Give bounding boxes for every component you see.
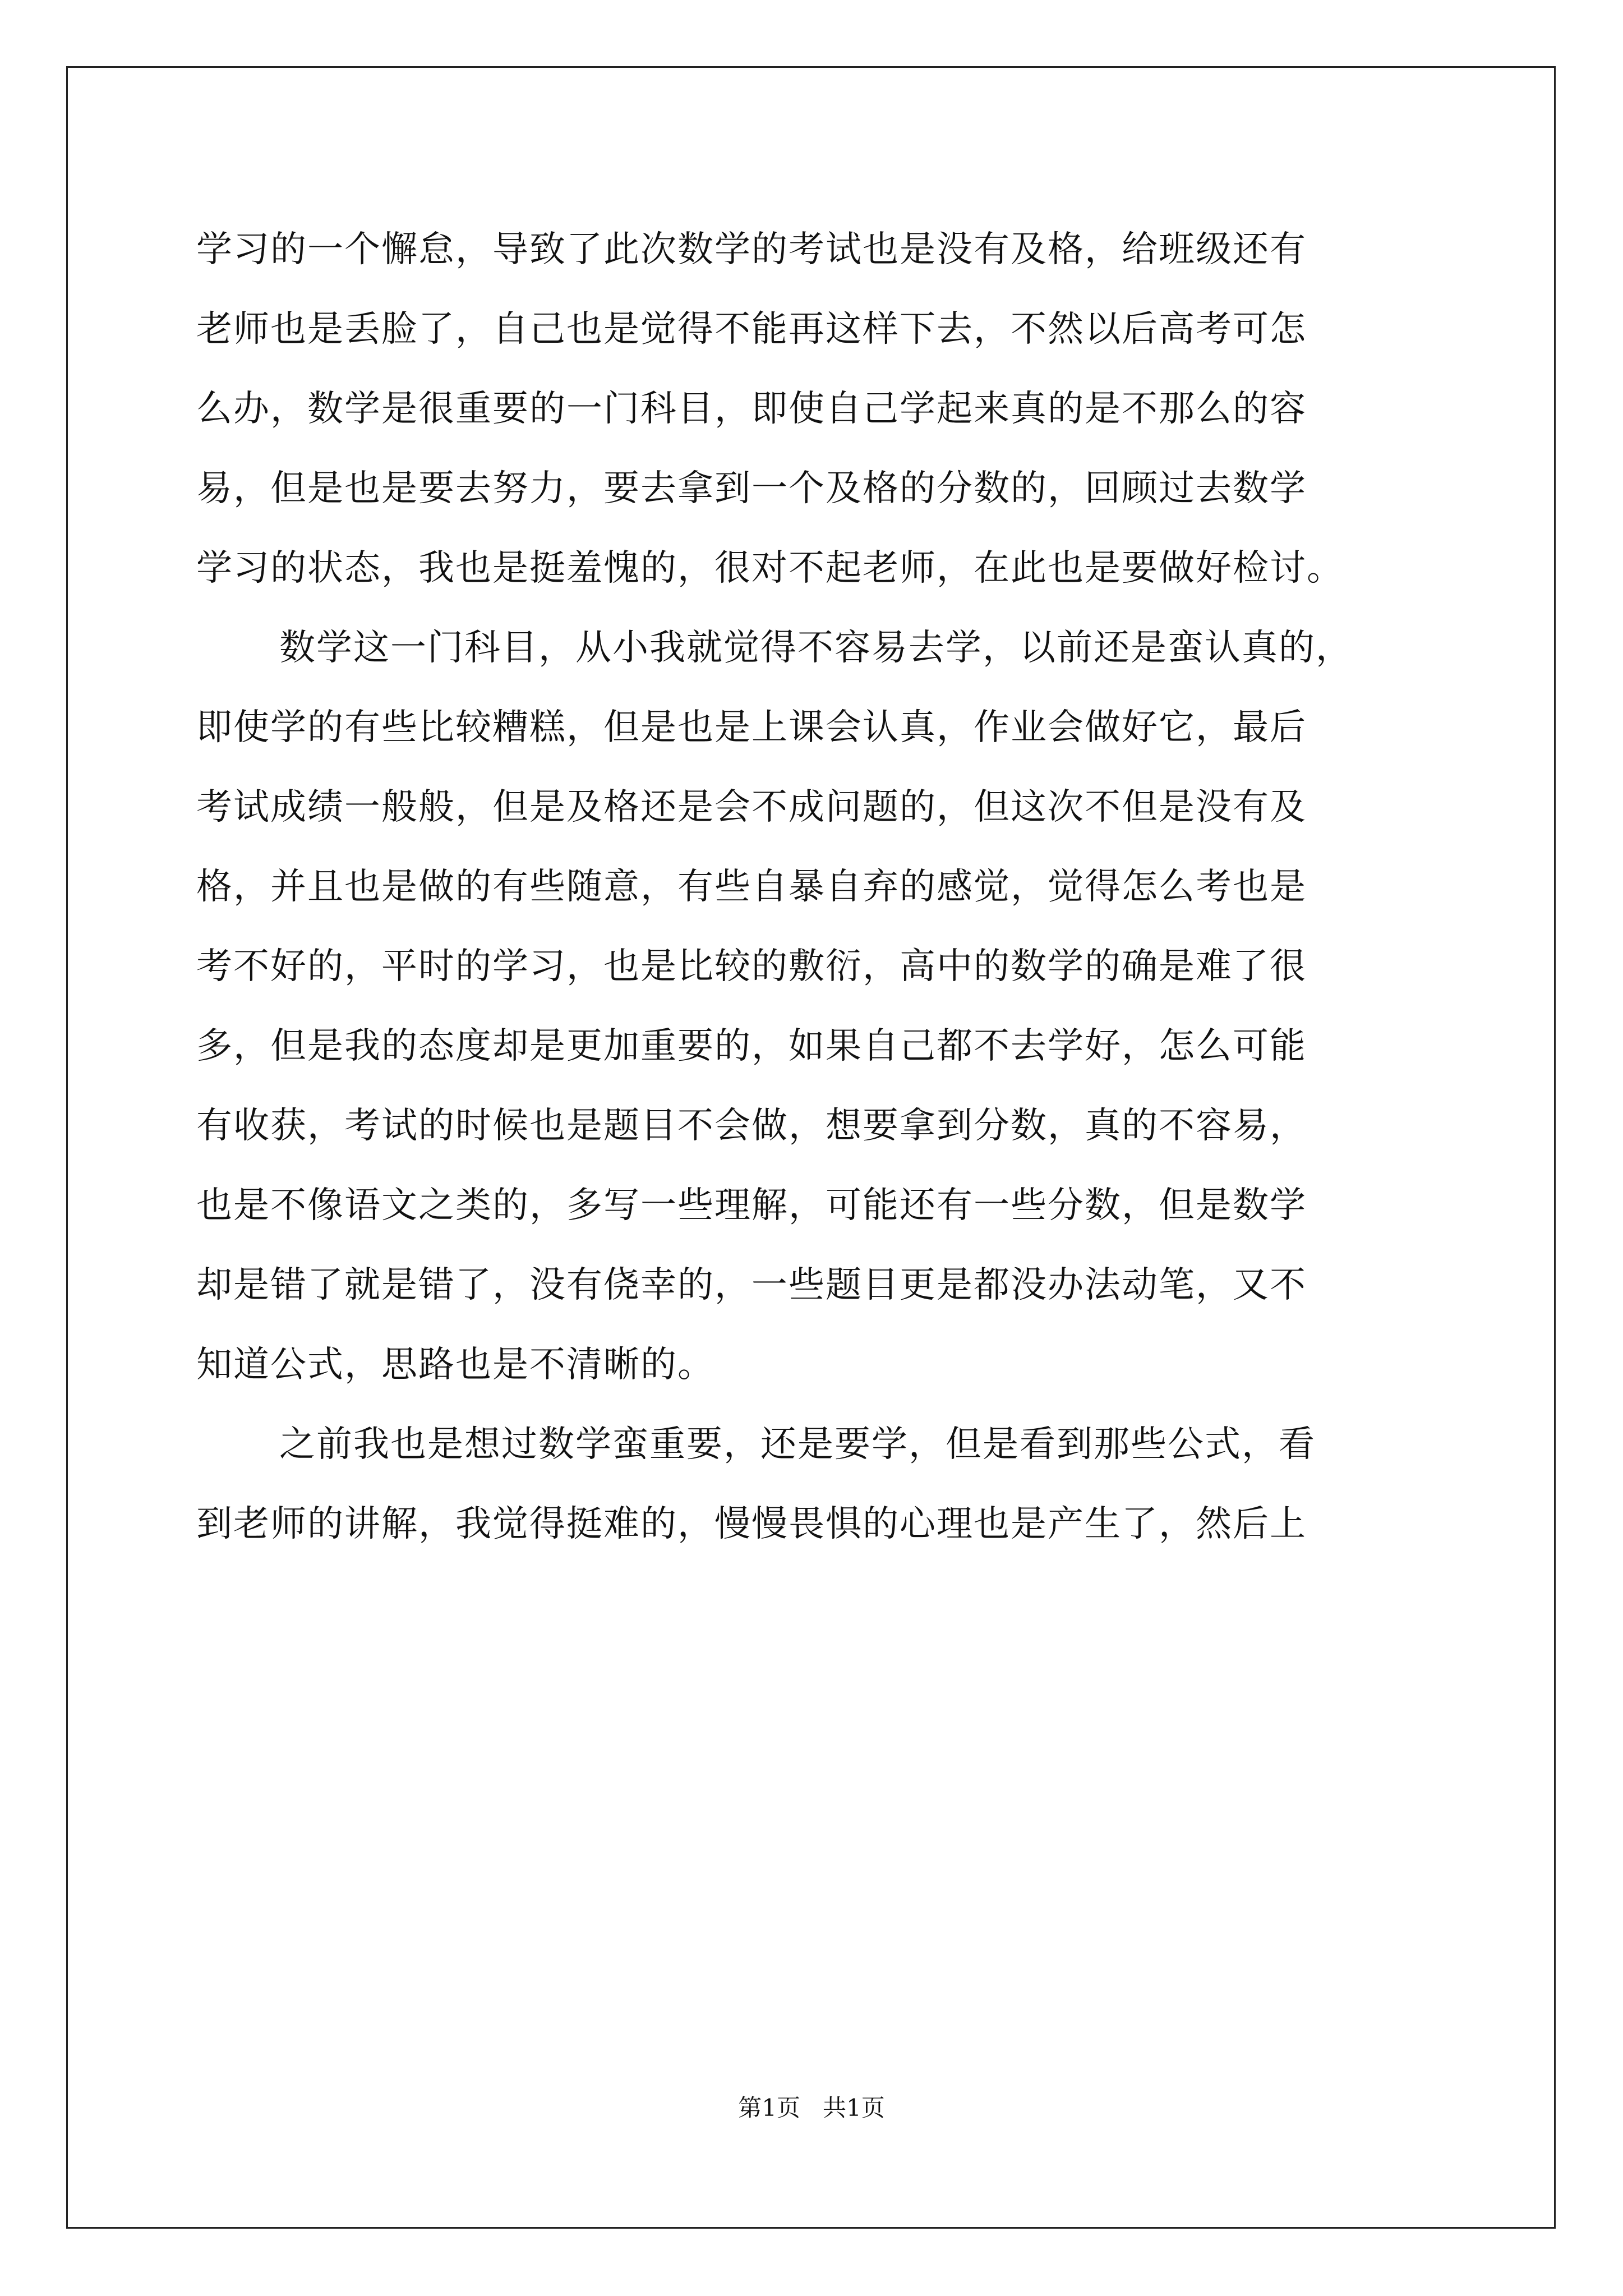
text-line: 格，并且也是做的有些随意，有些自暴自弃的感觉，觉得怎么考也是 (196, 866, 1307, 908)
text-line: 考试成绩一般般，但是及格还是会不成问题的，但这次不但是没有及 (196, 786, 1307, 828)
text-line: 易，但是也是要去努力，要去拿到一个及格的分数的，回顾过去数学 (196, 468, 1307, 509)
text-line: 学习的状态，我也是挺羞愧的，很对不起老师，在此也是要做好检讨。 (196, 547, 1344, 589)
paragraph-first-line: 数学这一门科目，从小我就觉得不容易去学，以前还是蛮认真的， (279, 627, 1353, 669)
text-line: 有收获，考试的时候也是题目不会做，想要拿到分数，真的不容易， (196, 1105, 1307, 1147)
text-line: 也是不像语文之类的，多写一些理解，可能还有一些分数，但是数学 (196, 1185, 1307, 1226)
text-line: 么办，数学是很重要的一门科目，即使自己学起来真的是不那么的容 (196, 388, 1307, 430)
text-line: 考不好的，平时的学习，也是比较的敷衍，高中的数学的确是难了很 (196, 946, 1307, 987)
text-line: 知道公式，思路也是不清晰的。 (196, 1344, 714, 1386)
text-line: 多，但是我的态度却是更加重要的，如果自己都不去学好，怎么可能 (196, 1025, 1307, 1067)
text-line: 却是错了就是错了，没有侥幸的，一些题目更是都没办法动笔，又不 (196, 1264, 1307, 1306)
paragraph-first-line: 之前我也是想过数学蛮重要，还是要学，但是看到那些公式，看 (279, 1424, 1316, 1465)
document-body (196, 210, 1430, 1564)
text-line: 老师也是丢脸了，自己也是觉得不能再这样下去，不然以后高考可怎 (196, 309, 1307, 350)
text-line: 即使学的有些比较糟糕，但是也是上课会认真，作业会做好它，最后 (196, 707, 1307, 748)
page-footer: 第1页 共1页 (738, 2094, 885, 2122)
text-line: 到老师的讲解，我觉得挺难的，慢慢畏惧的心理也是产生了，然后上 (196, 1503, 1307, 1545)
text-line: 学习的一个懈怠，导致了此次数学的考试也是没有及格，给班级还有 (196, 229, 1307, 270)
